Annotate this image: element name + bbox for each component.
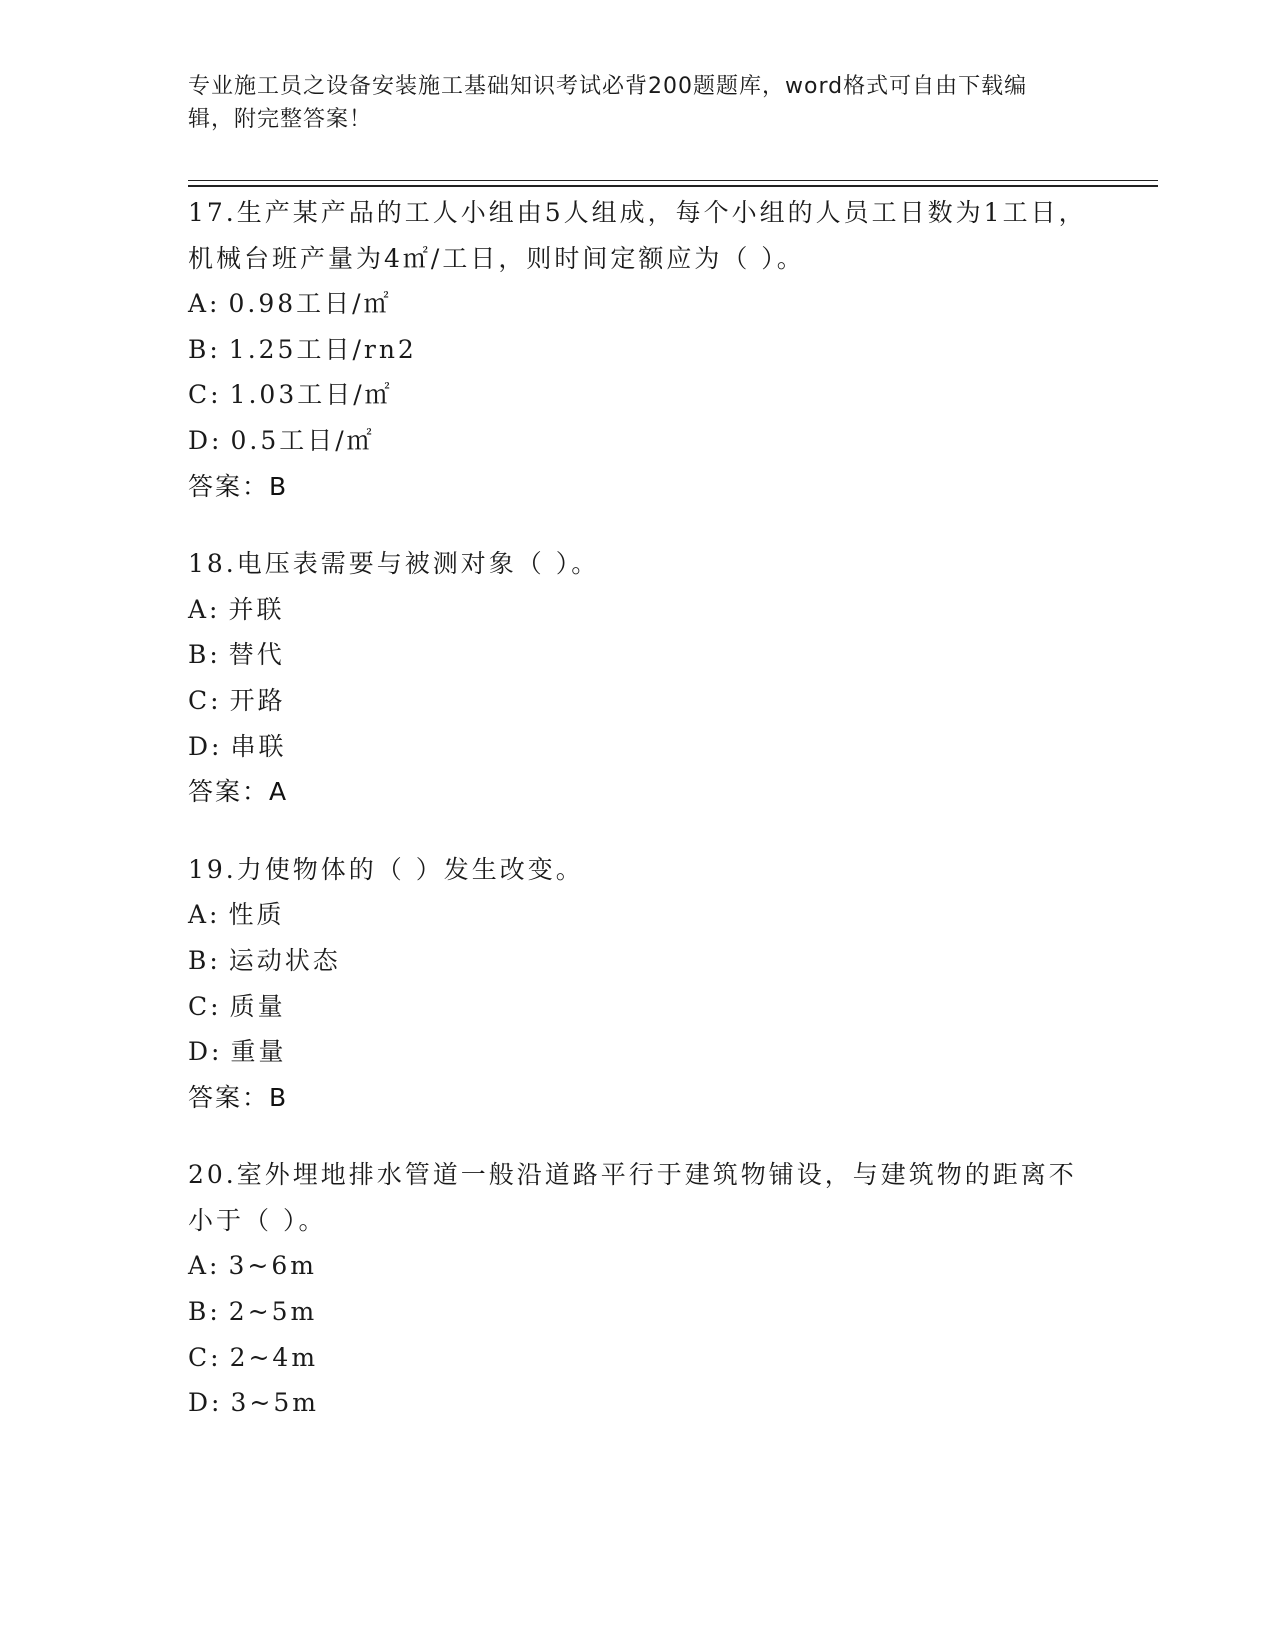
option-d (188, 1029, 1088, 1075)
option-text: 并联 (228, 594, 285, 624)
option-text: 2~5m (228, 1297, 318, 1327)
option-text: 质量 (229, 991, 286, 1021)
answer-line: 答案：B (188, 1082, 289, 1112)
option-text: 运动状态 (228, 945, 341, 975)
option-label: C: (188, 1342, 222, 1372)
option-text: 串联 (230, 731, 287, 761)
option-label: C: (188, 380, 222, 410)
question-20 (188, 1152, 1088, 1426)
option-a (188, 892, 1088, 938)
question-18 (188, 541, 1088, 815)
option-b (188, 327, 1088, 373)
option-text: 替代 (228, 640, 285, 670)
option-text: 2~4m (229, 1342, 319, 1372)
option-label: D: (188, 1037, 223, 1067)
question-text: 20.室外埋地排水管道一般沿道路平行于建筑物铺设，与建筑物的距离不小于（ ）。 (188, 1160, 1077, 1235)
question-text: 17.生产某产品的工人小组由5人组成，每个小组的人员工日数为1工日，机械台班产量为4㎡/工日，则时间定额应为（ ）。 (188, 198, 1087, 273)
option-a (188, 587, 1088, 633)
option-a (188, 1243, 1088, 1289)
option-label: C: (188, 991, 222, 1021)
option-label: B: (188, 334, 221, 364)
option-c (188, 372, 1088, 418)
option-text: 1.25工日/rn2 (228, 334, 417, 364)
option-label: B: (188, 945, 221, 975)
option-text: 开路 (229, 685, 286, 715)
option-text: 0.5工日/㎡ (230, 425, 375, 455)
option-d (188, 1380, 1088, 1426)
option-text: 3~6m (228, 1251, 317, 1281)
option-label: B: (188, 1297, 221, 1327)
option-b (188, 1289, 1088, 1335)
option-text: 性质 (228, 900, 285, 930)
option-label: A: (188, 289, 221, 319)
header-divider-thin (188, 180, 1158, 181)
option-text: 1.03工日/㎡ (229, 380, 393, 410)
option-c (188, 984, 1088, 1030)
option-text: 3~5m (230, 1388, 319, 1418)
question-17 (188, 190, 1088, 509)
answer-line: 答案：B (188, 471, 289, 501)
question-text: 19.力使物体的（ ）发生改变。 (188, 854, 584, 884)
option-text: 重量 (230, 1037, 287, 1067)
option-label: D: (188, 425, 223, 455)
question-text: 18.电压表需要与被测对象（ ）。 (188, 549, 600, 579)
option-label: A: (188, 1251, 221, 1281)
option-label: A: (188, 900, 221, 930)
option-b (188, 632, 1088, 678)
answer-line: 答案：A (188, 777, 289, 807)
option-label: D: (188, 1388, 223, 1418)
question-19 (188, 847, 1088, 1121)
option-d (188, 724, 1088, 770)
option-text: 0.98工日/㎡ (228, 289, 392, 319)
option-c (188, 678, 1088, 724)
option-c (188, 1335, 1088, 1381)
option-label: D: (188, 731, 223, 761)
option-label: B: (188, 640, 221, 670)
header-divider-thick (188, 185, 1158, 187)
question-list (188, 190, 1088, 1458)
option-b (188, 938, 1088, 984)
option-d (188, 418, 1088, 464)
document-header: 专业施工员之设备安装施工基础知识考试必背200题题库，word格式可自由下载编辑，附完整答案！ (188, 74, 1028, 132)
option-label: A: (188, 594, 221, 624)
option-a (188, 281, 1088, 327)
option-label: C: (188, 685, 222, 715)
